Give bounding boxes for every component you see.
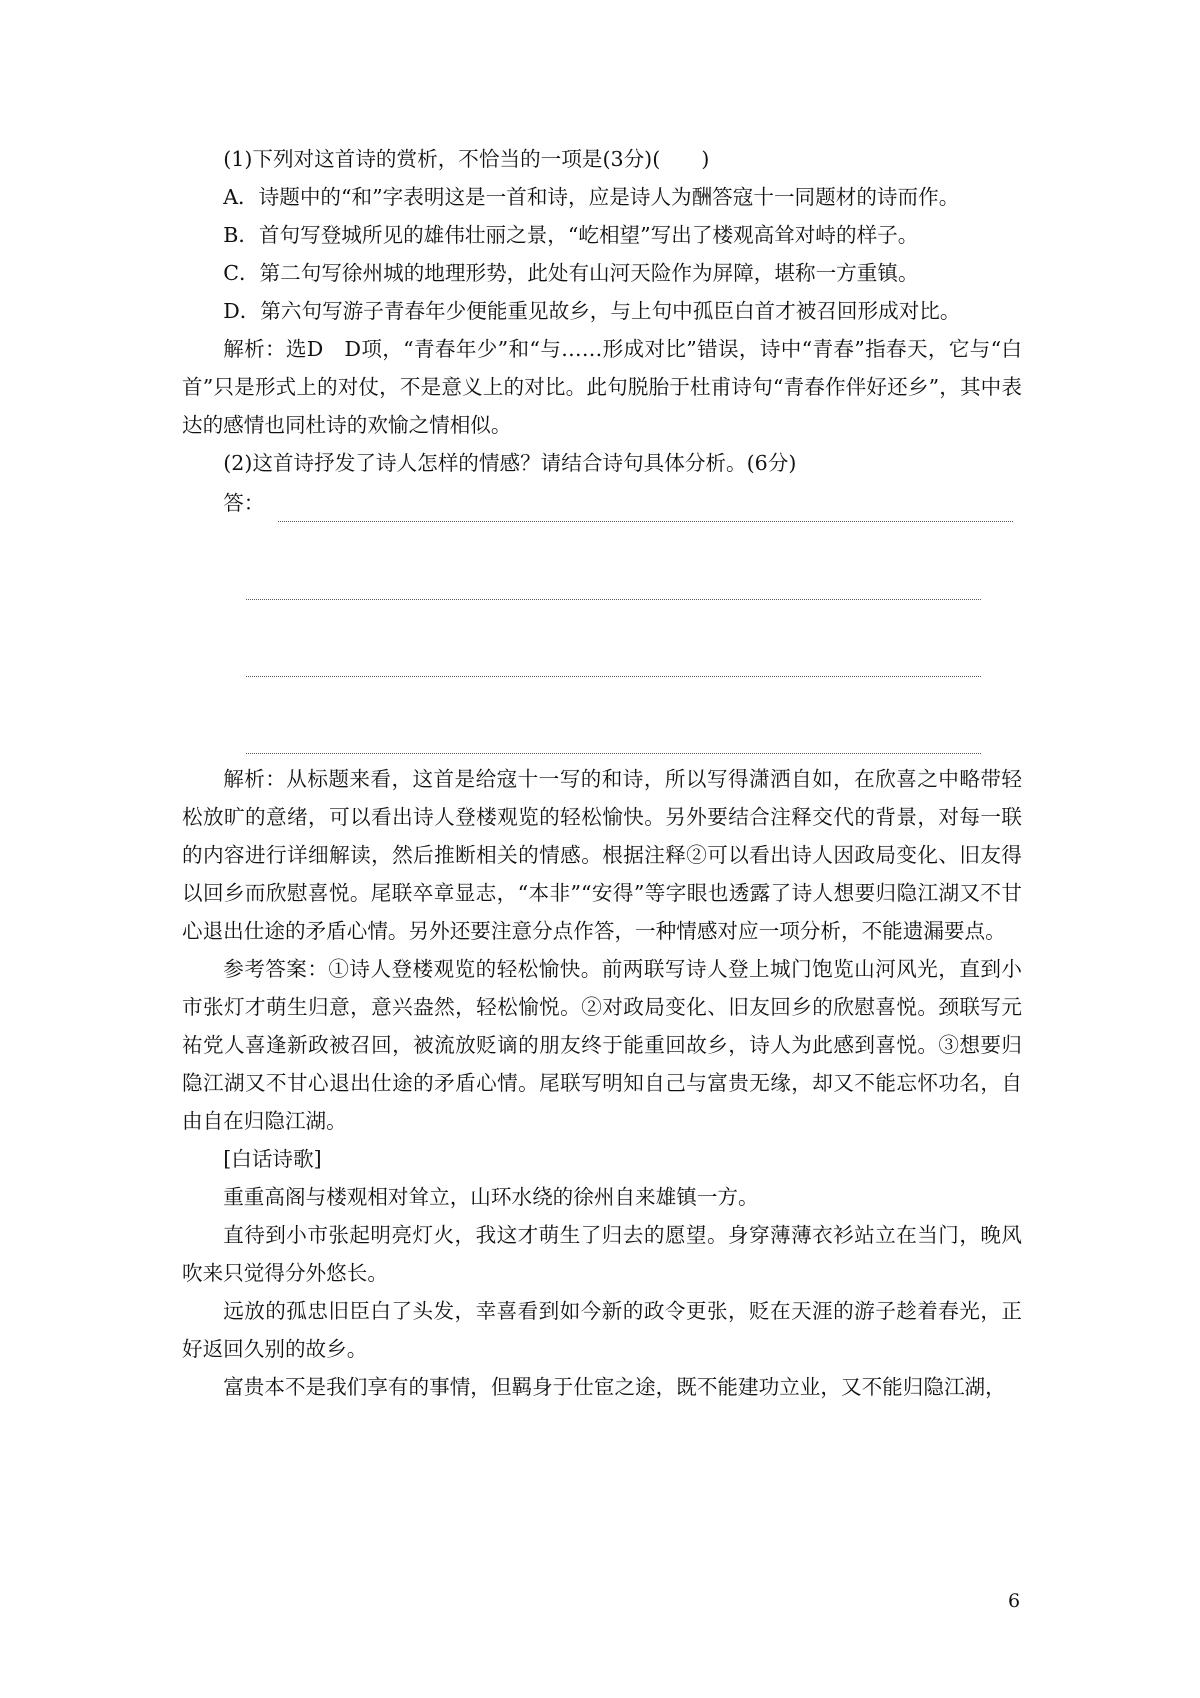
answer-area	[182, 484, 1022, 522]
translation-line: 重重高阁与楼观相对耸立，山环水绕的徐州自来雄镇一方。	[223, 1185, 759, 1209]
translation-line: 富贵本不是我们享有的事情，但羁身于仕宦之途，既不能建功立业，又不能归隐江湖，	[223, 1375, 1006, 1399]
translation-line: 远放的孤忠旧臣白了头发，幸喜看到如今新的政令更张，贬在天涯的游子趁着春光，正好返回久别的故乡。	[182, 1299, 1022, 1361]
option-b: B．首句写登城所见的雄伟壮丽之景，“屹相望”写出了楼观高耸对峙的样子。	[223, 223, 919, 247]
document-body	[182, 140, 1022, 1406]
question-1-analysis: 解析：选D D项，“青春年少”和“与……形成对比”错误，诗中“青春”指春天，它与“白首”只是形式上的对仗，不是意义上的对比。此句脱胎于杜甫诗句“青春作伴好还乡”，其中表达的感情也同杜诗的欢愉之情相似。	[182, 337, 1022, 437]
answer-line	[246, 752, 981, 754]
translation-line: 直待到小市张起明亮灯火，我这才萌生了归去的愿望。身穿薄薄衣衫站立在当门，晚风吹来只觉得分外悠长。	[182, 1223, 1022, 1285]
question-1-stem: (1)下列对这首诗的赏析，不恰当的一项是(3分)( )	[223, 147, 710, 171]
answer-line	[278, 505, 1013, 522]
option-d: D．第六句写游子青春年少便能重见故乡，与上句中孤臣白首才被召回形成对比。	[223, 299, 961, 323]
answer-label: 答：	[223, 491, 265, 515]
reference-answer: 参考答案：①诗人登楼观览的轻松愉快。前两联写诗人登上城门饱览山河风光，直到小市张灯才萌生归意，意兴盎然，轻松愉悦。②对政局变化、旧友回乡的欣慰喜悦。颈联写元祐党人喜逢新政被召回，被流放贬谪的朋友终于能重回故乡，诗人为此感到喜悦。③想要归隐江湖又不甘心退出仕途的矛盾心情。尾联写明知自己与富贵无缘，却又不能忘怀功名，自由自在归隐江湖。	[182, 957, 1022, 1133]
question-2-analysis: 解析：从标题来看，这首是给寇十一写的和诗，所以写得潇洒自如，在欣喜之中略带轻松放旷的意绪，可以看出诗人登楼观览的轻松愉快。另外要结合注释交代的背景，对每一联的内容进行详细解读，然后推断相关的情感。根据注释②可以看出诗人因政局变化、旧友得以回乡而欣慰喜悦。尾联卒章显志，“本非”“安得”等字眼也透露了诗人想要归隐江湖又不甘心退出仕途的矛盾心情。另外还要注意分点作答，一种情感对应一项分析，不能遗漏要点。	[182, 767, 1022, 943]
translation-heading: [白话诗歌]	[223, 1147, 322, 1171]
option-c: C．第二句写徐州城的地理形势，此处有山河天险作为屏障，堪称一方重镇。	[223, 261, 919, 285]
page-number: 6	[1008, 1590, 1021, 1612]
option-a: A．诗题中的“和”字表明这是一首和诗，应是诗人为酬答寇十一同题材的诗而作。	[223, 185, 960, 209]
question-2-stem: (2)这首诗抒发了诗人怎样的情感？请结合诗句具体分析。(6分)	[223, 451, 797, 475]
